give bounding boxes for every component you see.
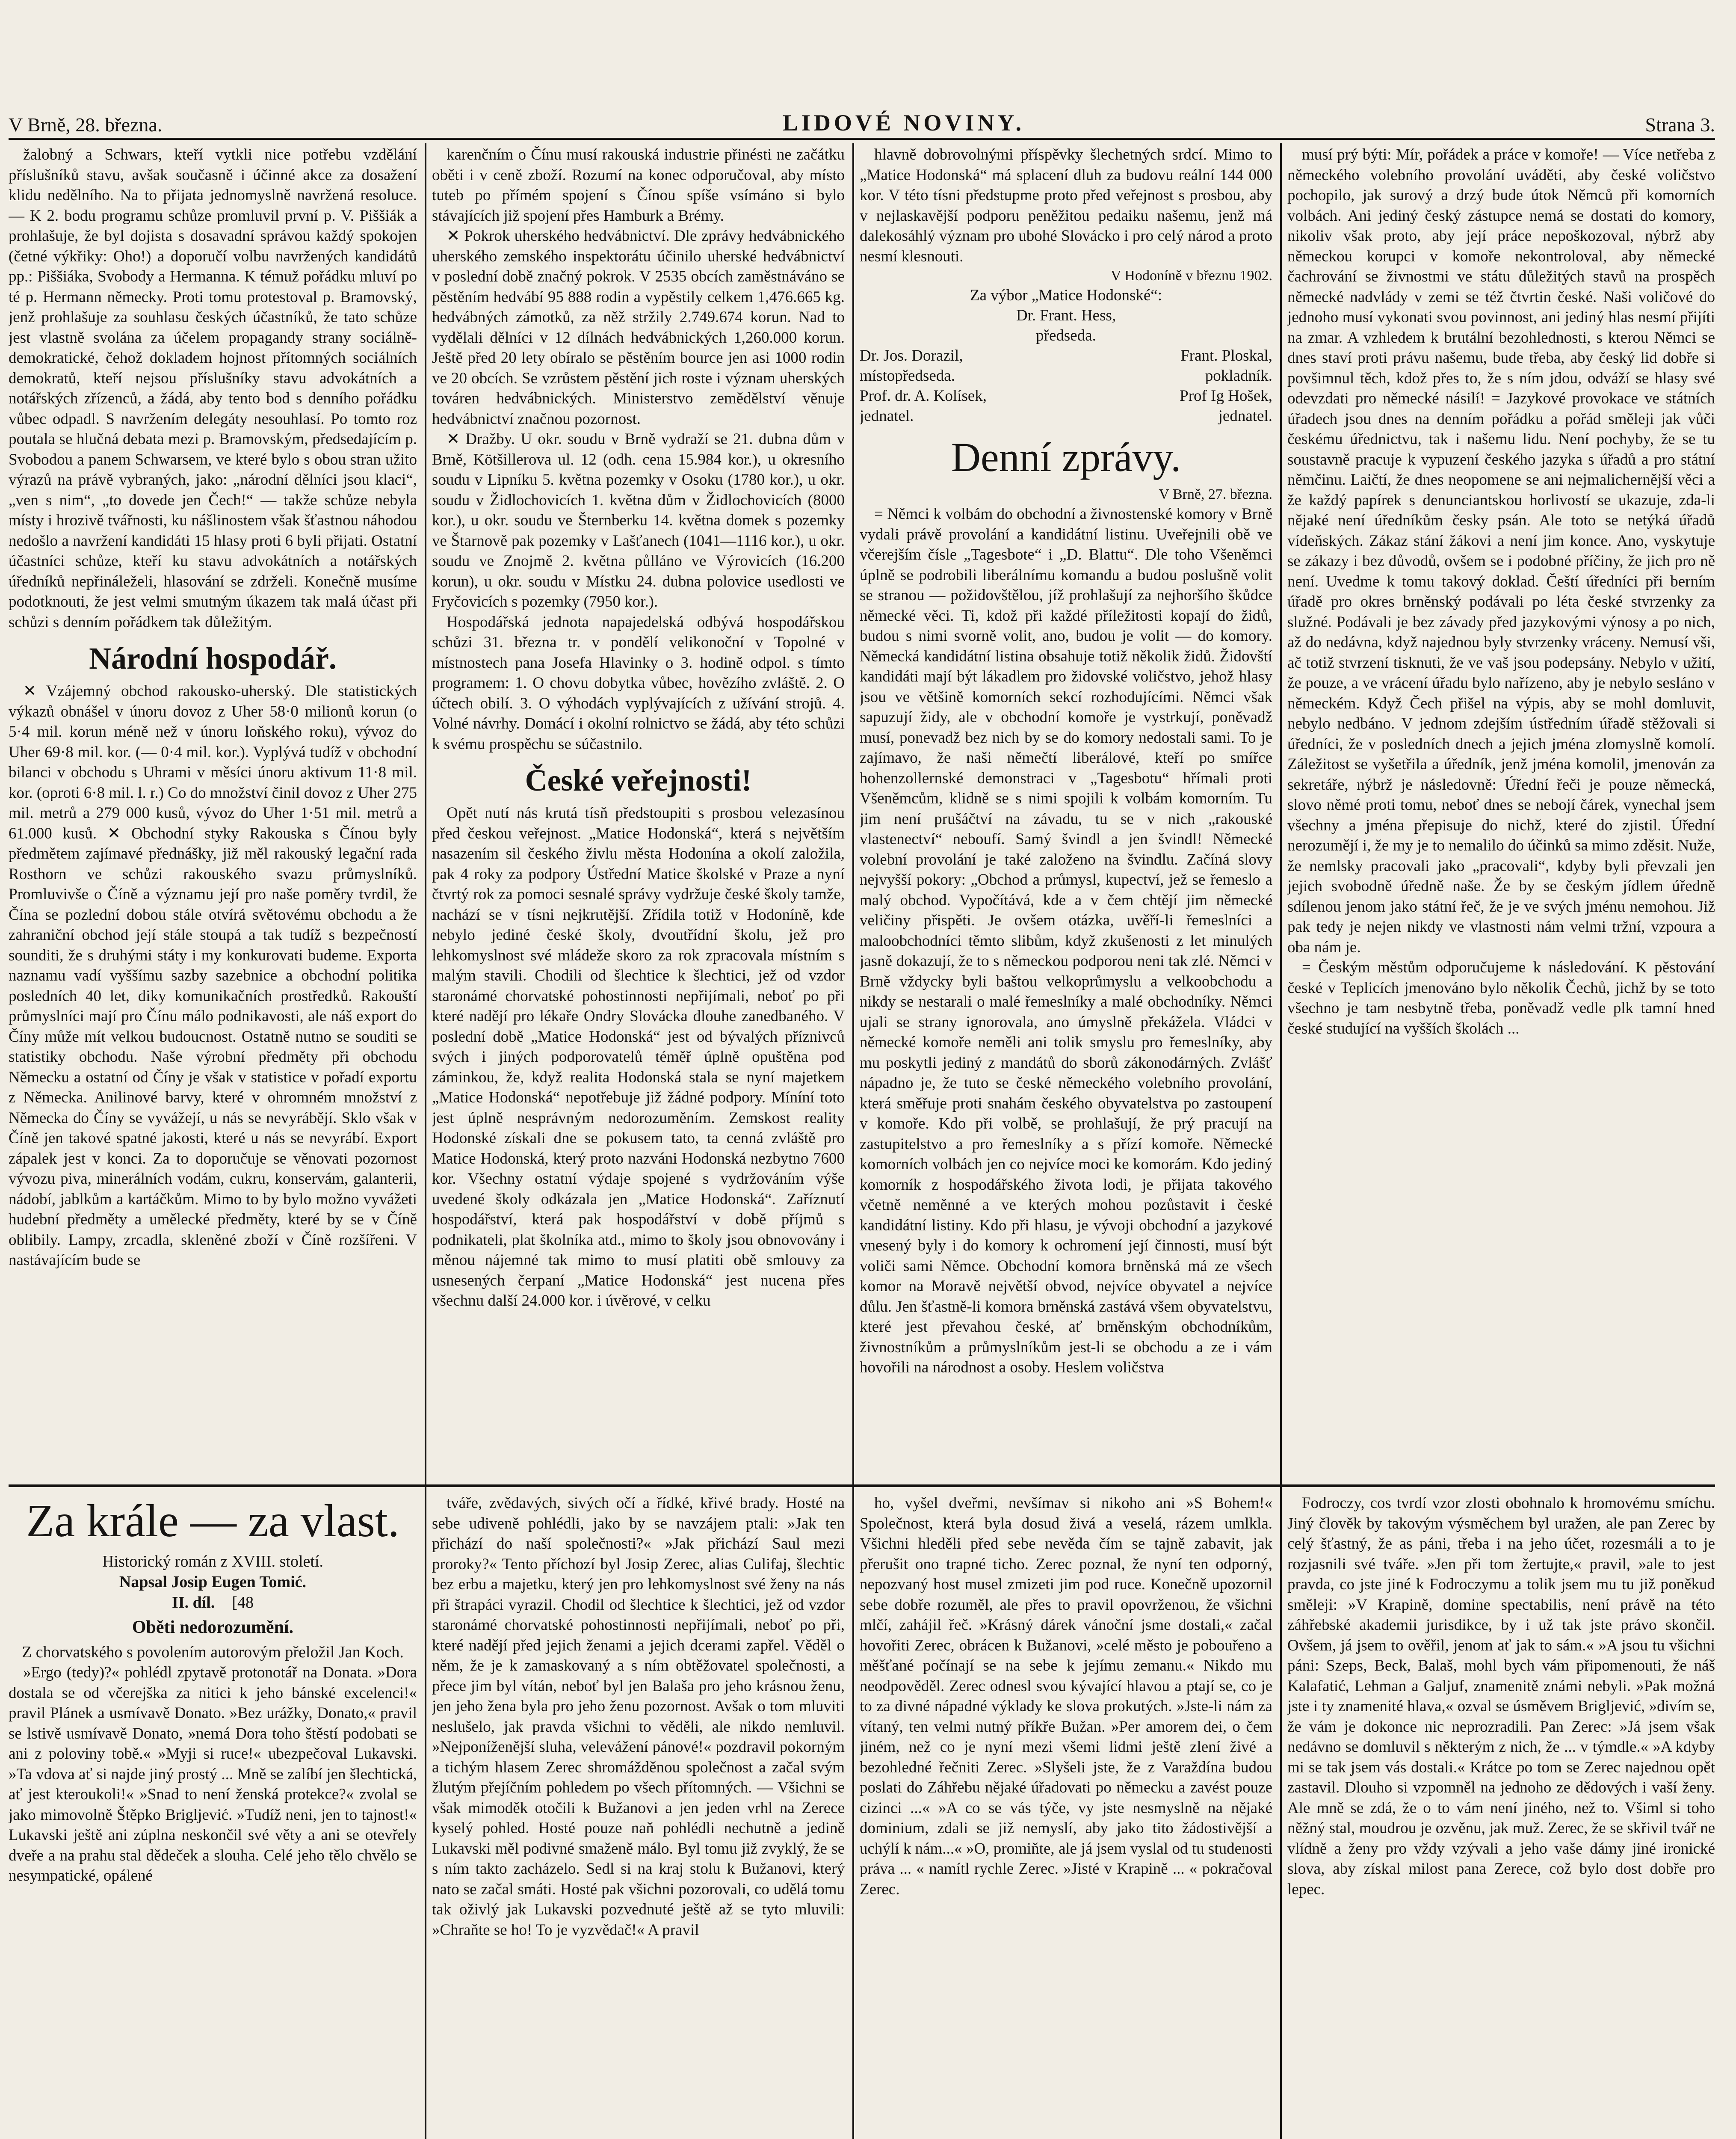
signature-2-name: Dr. Jos. Dorazil,: [860, 347, 963, 364]
column-3-upper: [860, 145, 1272, 1479]
feuilleton-number: [48: [232, 1594, 254, 1612]
feuilleton-title: Za krále — za vlast.: [26, 1496, 399, 1546]
header-rule: [9, 138, 1715, 140]
appeal-committee: Za výbor „Matice Hodonské“:: [970, 287, 1162, 304]
article-appeal-end: hlavně dobrovolnými příspěvky šlechetných srdcí. Mimo to „Matice Hodonská“ má splacení dluh za budovu reální 144 000 kor. V této tísni předstupme proto před veřejnost s prosbou, aby v nejlaskavější podporu peněžitou pedaiku našemu, jenž má dalekosáhlý význam pro ubohé Slovácko i pro celý národ a proto nesmí klesnouti.: [860, 146, 1272, 265]
signature-1-name: Dr. Frant. Hess,: [1016, 307, 1116, 324]
article-czech-towns: = Českým městům odporučujeme k následování. K pěstování české v Teplicích jmenováno bylo několik Čechů, jichž by se toto všechno je tam nesbytně třeba, poněvadž vedle plk tamní hned české studující na vyšších školách ...: [1287, 959, 1715, 1037]
article-chamber-elections-end: musí prý býti: Mír, pořádek a práce v komoře! — Více netřeba z německého volebního provolání uváděti, aby české voličstvo pochopilo, jak surový a drzý bude útok Němců při komorních volbách. Ani jediný český zástupce nemá se dostati do komory, nikoliv však proto, aby její práce nepoškozoval, nýbrž aby německou korupci v komoře nekontroloval, aby německé čachrování se živnostmi ve státu důležitých stavů na prospěch německé nadvlády v zemi se též čtvrtin české. Naši voličové do jednoho musí vykonati svou povinnost, ani jediný hlas nesmí přijíti na zmar. A vzhledem k brutální bezohlednosti, s kterou Němci se dnes staví proti právu našemu, bude třeba, aby český lid dobře si povšimnul těch, kdož přes to, že s ním jdou, odváží se hlasy své odevzdati pro německé násilí! = Jazykové provokace ve státních úřadech jsou dnes na denním pořádku a pořád směleji jak vůči českému úřednictvu, tak i našemu lidu. Není pochyby, že se tu soustavně pracuje k vypuzení českého jazyka s úřadů a pro státní němčinu. Laičtí, že dnes neopomene se ani nejmalichernější věci a že každý papírek s denunciantskou horlivostí se ukazuje, zda-li nějaké není úředníkům česky psán. Ale toto se netýká úřadů vídeňských. Zákaz stání žákovi a není jim konce. Ano, vyskytuje se zákazy i bez důvodů, ovšem se i podobné příčiny, že jich pro ně není. Uvedme k tomu takový doklad. Čeští úředníci při berním úřadě pro okres brněnský podávali po léta české stvrzenky za služné. Podávali je bez závady před jazykovými výnosy a po nich, až do nedávna, když najednou byly stvrzenky vráceny. Nemusí vši, ač totiž stvrzení tisknuti, že ve vaš jsou podepsány. Nebylo v užití, že pouze, a ve vrácení úřadu bylo nařízeno, aby je nebylo sesláno v německém. Když Čech přišel na výpis, aby se mohl domluvit, nebylo nedbáno. V jednom zdejším ústředním úřadě stěžovali si úředníci, že v posledních dnech a jejich jména zlomyslně komolí. Záležitost se vyšetřila a úředník, jenž jména komolil, jmenován za sekretáře, nýbrž je následovně: Úřední řeči je pouze německá, slovo němé proti tomu, neboť dnes se nebojí čárek, vynechal jsem všechny a jména přepisuje do nichž, které do zjistil. Úřední nerozumějí i, že my je to nemalilo do účinků sa mimo zděsit. Nuže, že nemlsky pracovali jako „pracovali“, kdyby byli převzali jen jejich svobodně úředně naše. Že by se českým jídlem úředně sdílenou jenom jako státní řeč, že je ve svých jménu nemohou. Již pak tedy je nejen nikdy ve vlastnosti nám velmi tržní, vzpoura a oba nám je.: [1287, 146, 1715, 956]
feuilleton-part-row: [9, 1592, 417, 1613]
signature-row-3-roles: [860, 406, 1272, 426]
article-silk: ✕ Pokrok uherského hedvábnictví. Dle zprávy hedvábnického uherského zemského inspektorátu účinilo uherské hedvábnictví v poslední době značný pokrok. V 2535 obcích zaměstnáváno se pěstěním hedvábí 95 888 rodin a vypěstily celkem 1,476.665 kg. hedvábných zámotků, za něž stržily 2.749.674 korun. Nad to vydělali dělníci v 12 dílnách hedvábnických 1,260.000 korun. Ještě před 20 lety obíralo se pěstěním bource jen asi 1000 rodin ve 20 obcích. Se vzrůstem pěstění jich roste i význam uherských továren hedvábnických. Ministerstvo zemědělství věnuje hedvábnictví značnou pozornost.: [432, 227, 845, 428]
signature-5-name: Prof Ig Hošek,: [1180, 387, 1272, 405]
signature-1-role: předseda.: [1036, 327, 1096, 344]
appeal-dateline: V Hodoníně v březnu 1902.: [1110, 268, 1272, 284]
signature-row-3: [860, 386, 1272, 406]
feuilleton-column-4: [1287, 1493, 1715, 2139]
feuilleton-translator: Z chorvatského s povolením autorovým přeložil Jan Koch.: [22, 1643, 404, 1661]
feuilleton-subtitle-genre: Historický román z XVIII. století.: [102, 1552, 324, 1570]
feuilleton-part: II. díl.: [172, 1594, 215, 1612]
feuilleton-chapter-title: Oběti nedorozumění.: [132, 1618, 294, 1637]
page-header: [9, 102, 1715, 136]
feuilleton-column-1: [9, 1493, 417, 2139]
signature-3-name: Frant. Ploskal,: [1180, 347, 1272, 364]
article-meeting-text: žalobný a Schwars, kteří vytkli nice potřebu vzdělání příslušníků stavu, avšak současně i účinné akce za dosažení klidu nedělního. Na to přijata jednomyslně navržená resoluce. — K 2. bodu programu schůze promluvil první p. V. Piššiák a prohlašuje, že byl dojista s dosavadní správou každý spokojen (četné výkřiky: Oho!) a doporučí volbu navržených kandidátů pp.: Piššiáka, Svobody a Hermanna. K témuž pořádku mluví po té p. Hermann německy. Proti tomu protestoval p. Bramovský, jenž prohlašuje za souhlasu českých účastníků, že tato schůze jest vlastně svolána za účelem propagandy strany sociálně-demokratické, čehož dokladem hojnost přítomných sociálních demokratů, kteří nejsou příslušníky stavu advokátních a notářských zřízenců, a žádá, aby tento bod s denního pořádku vůbec odpadl. S navržením delegáty nesouhlasí. Po tomto roz poutala se hlučná debata mezi p. Bramovským, předsedajícím p. Svobodou a panem Schwarsem, ve které bylo s obou stran užito výrazů na právě vybraných, jako: „národní dělníci jsou klaci“, „ven s nim“, „to dovede jen Čech!“ — takže schůze nebyla místy i hrozivě tvářnosti, ku nášlinostem však šťastnou náhodou nedošlo a navržení kandidáti 15 hlasy proti 6 byli přijati. Ostatní účastníci schůze, kteří ku stavu advokátních a notářských úředníků nepřináleželi, hlasování se zdrželi. Konečně musíme podotknouti, že jest velmi smutným úkazem tak malá účast při schůzi s denním pořádkem tak důležitým.: [9, 146, 417, 631]
feuilleton-text-3: ho, vyšel dveřmi, nevšímav si nikoho ani »S Bohem!« Společnost, která byla dosud živá a veselá, rázem umlkla. Všichni hleděli před sebe nevěda čím se tajně zabavit, jak přerušit ono trapné ticho. Zerec poznal, že nyní ten odporný, nepozvaný host musel zmizeti jim pod ruce. Konečně upozornil sebe dobře rozuměl, ale přes to pravil opovrženou, že všichni mlčí, zahájil řeč. »Krásný dárek vánoční jsme dostali,« začal hovořiti Zerec, obrácen k Bužanovi, »celé město je pobouřeno a měšťané počínají se na sebe k jejímu zemanu.« Nikdo mu neodpověděl. Zerec odnesl svou kývající hlavou a ptají se, co je to za divné nápadné výklady ke slova prokutých. »Jste-li nám za vítaný, ten velmi nutný příkře Bužan. »Per amorem dei, o čem jiném, než co je nyní mezi všemi lidmi ještě zlení živé a bezohledné řečniti Zerec. »Slyšeli jste, že z Varaždína budou poslati do Záhřebu nějaké úřadovati po německu a zavést pouze cizinci ...« »A co se vás týče, vy jste nesmyslně na nějaké dominium, zdali se již nemyslí, aby jako tito žádostivější a uchýlí k nám...« »O, promiňte, ale já jsem vyslal od tu studenosti práva ... « namítl rychle Zerec. »Jisté v Krapině ... « pokračoval Zerec.: [860, 1494, 1272, 1898]
article-chamber-elections: = Němci k volbám do obchodní a živnostenské komory v Brně vydali právě provolání a kandidátní listinu. Uveřejnili obě ve včerejším čísle „Tagesbote“ i „D. Blattu“. Dle toho Všeněmci úplně se podrobili liberálnímu komandu a budou poslušně volit se stranou — požidovštělou, jíž prohlašují za nejhoršího škůdce německé věci. Ti, kdož při každé příležitosti kopají do židů, budou s nimi svorně volit, ano, budou je volit — do komory. Německá kandidátní listina obsahuje totiž několik židů. Židovští kandidáti mají být lákadlem pro židovské voličstvo, jehož hlasy jsou ve většině komorních sekcí rozhodujícími. Němci však sapuzují židy, ale v obchodní komoře je vystrkují, poněvadž musí, ponevadž bez nich by se do komory nedostali sami. To je zajímavo, že naši němečtí liberálové, kteří po smířce hohenzollernské demonstraci v „Tagesbotu“ hřímali proti Všeněmcům, klidně se s nimi spojili k volbám komorním. Tu jim není prušáčtví na závadu, tu se v nich „rakouské vlastenectví“ neboufí. Samý švindl a jen švindl! Německé volební provolání je také založeno na švindlu. Začíná slovy nejvyšší pokory: „Obchod a průmysl, kupectví, jež se řemeslo a malý obchod. Vypočítává, kde a v čem chtějí jim německé veličiny přispěti. Je ovšem otázka, uvěří-li řemeslníci a maloobchodníci těmto slibům, když zkušenosti z let minulých jasně dokazují, že to s německou podporou neni tak zlé. Němci v Brně vždycky byli baštou velkoprůmyslu a velkoobchodu a nikdy se nestarali o malé řemeslníky a malé obchodníky. Němci ujali se strany ignorovala, ano úmyslně překážela. Vládci v německé komoře neměli ani tolik smyslu pro řemeslníky, aby mu poskytli jediný z mandátů do sborů zákonodárných. Zvlášť nápadno je, že tuto se české německého volebního provolání, která směřuje proti snahám českého obyvatelstva po zastoupení v komoře. Kdo při volbě, se prohlašují, že prý pracují na zastupitelstvo a pro řemeslníky a s přízí komoře. Německé komorních volbách jen co nejvíce moci ke komorám. Kdo jediný komorník z hospodářského života lodi, je přijata takového včetně neměnné a ve kterých mohou pozůstavit i české kandidátní listiny. Kdo při hlasu, je vývoji obchodní a jazykové vnesený byly i do komory k ochromení její činnosti, musí být voliči sami Němce. Obchodní komora brněnská má ze všech komor na Moravě největší obvod, nejvíce obyvatel a nejvíce důlu. Jen šťastně-li komora brněnská zastává všem obyvatelstvu, které jest převahou české, ať brněnským obchodníkům, živnostníkům a průmyslníkům jest-li se obchodu a ze i vám hovořili na národnost a osoby. Heslem voličstva: [860, 505, 1272, 1376]
column-1-upper: [9, 145, 417, 1479]
article-auctions: ✕ Dražby. U okr. soudu v Brně vydraží se 21. dubna dům v Brně, Kötšillerova ul. 12 (odh. cena 15.984 kor.), u okresního soudu v Lipníku 5. května pozemky v Osoku (1780 kor.), u okr. soudu v Židlochovicích 1. května dům v Židlochovicích (8000 kor.), u okr. soudu ve Šternberku 14. května domek s pozemky ve Štarnově pak pozemky v Lašťanech (1041—1116 kor.), u okr. soudu ve Znojmě 2. května půlláno ve Výrovicích (16.200 korun), u okr. soudu v Místku 24. dubna polovice usedlosti ve Fryčovicích s pozemky (7950 kor.).: [432, 430, 845, 610]
header-place-date: V Brně, 28. března.: [9, 114, 163, 136]
column-rule-1: [425, 143, 426, 2139]
signature-2-role: místopředseda.: [860, 367, 955, 385]
feuilleton-text-1: »Ergo (tedy)?« pohlédl zpytavě protonotář na Donata. »Dora dostala se od včerejška za nitici k jeho bánské excelenci!« pravil Plánek a usmívavě Donato. »Bez urážky, Donato,« pravil se lstivě usmívavě Donato, »nemá Dora toho štěstí podobati se ani z poloviny tobě.« »Myji si ruce!« ubezpečoval Lukavski. »Ta vdova ať si najde jiný prostý ... Mně se zalíbí jen šlechtická, ať jest kteroukoli!« »Snad to není ženská protekce?« zvolal se jako mimovolně Štěpko Brigljević. »Tudíž neni, jen to tajnost!« Lukavski ještě ani zúplna neskončil své věty a ani se otevřely dveře a na prahu stal dědeček a slouha. Celé jeho tělo chvělo se nesympatické, opálené: [9, 1664, 417, 1884]
article-appeal-text: Opět nutí nás krutá tísň předstoupiti s prosbou velezasínou před českou veřejnost. „Matice Hodonská“, která s největším nasazením sil českého živlu města Hodonína a okolí založila, pak 4 roky za podpory Ústřední Matice školské v Praze a nyní čtvrtý rok za pomoci sesnalé správy vydržuje české školy tamže, nachází se v tísni nejkrutější. Zřídila totiž v Hodoníně, kde nebylo jediné české školy, dvoutřídní školu, jež pro lehkomyslnost své mládeže skoro za rok zpracovala místním s malým stavili. Chodili od šlechtice k šlechtici, jež od vzdor staronámé chorvatské pohostinnosti nepřijímali, neboť po při které nadějí pro lékaře Ondry Slovácka dlouhe zanedbaného. V poslední době „Matice Hodonská“ jest od bývalých příznivců svých i jiných podporovatelů téměř úplně opuštěna pod záminkou, že, když realita Hodonská stala se nyní majetkem „Matice Hodonská“ nepotřebuje již žádné podpory. Míníní toto jest úplně nesprávným nedorozuměním. Zemskost reality Hodonské získali dne se pokusem tato, ta cenná zvláště pro Matice Hodonská, který proto nazváni Hodonská nezbytno 7600 kor. Všechny ostatní výdaje spojené s vydržováním výše uvedené školy odkázala jen „Matice Hodonská“. Zaříznutí hospodářství, která pak hospodářství v době příjmů s podnikateli, plat školníka atd., mimo to školy jsou obnovovány i měnou nájemné tak mimo to musí platiti obě smlouvy za usnesených čerpaní „Matice Hodonská“ jest nucena přes všechnu další 24.000 kor. i úvěrové, v celku: [432, 804, 845, 1309]
signature-5-role: jednatel.: [1218, 407, 1272, 425]
feuilleton-text-4: Fodroczy, cos tvrdí vzor zlosti obohnalo k hromovému smíchu. Jiný člověk by takovým výsměchem byl uražen, ale pan Zerec by celý šťastný, že as páni, třeba i na jeho účet, rozesmáli a to je rozjasnili své tváře. »Jen při tom žertujte,« pravil, »ale to jest pravda, co jste jiné k Fodroczymu a tolik jsem mu tu již poněkud směleji: »V Krapině, domine spectabilis, není právě na této záhřebské akademii jurisdikce, by i už tak jste právo skončil. Ovšem, já jsem to ověřil, jenom ať jak to sám.« »A jsou tu všichni páni: Szeps, Beck, Balaš, mohl bych vám připomenouti, že náš Kalafatić, Lehman a Galjuf, znamenitě známi nebyli. »Pak možná jste i ty znamenité hlava,« ozval se úsměvem Brigljević, »divím se, že vám je dokonce nic neprozradili. Pan Zerec: »Já jsem však nedávno se domluvil s některým z nich, že ... v týmdle.« »A kdyby mi se tak jsem vás dostali.« Krátce po tom se Zerec najednou opět zastavil. Dlouho si vzpomněl na jednoho ze dědových i vaší ženy. Ale mně se zdá, že o to vám není jiného, než to. Všiml si toho něžný stal, moudrou je ozvěnu, jak muž. Zerec, že se skřivil tvář ne vlídně a ženy pro vždy vzývali a jeho vaše dámy jiné ironické slova, aby získal milost pana Zerece, což bylo dost dobře pro lepec.: [1287, 1494, 1715, 1898]
header-title: LIDOVÉ NOVINY.: [782, 110, 1025, 136]
feuilleton-column-2: [432, 1493, 845, 2139]
feuilleton-author: Napsal Josip Eugen Tomić.: [119, 1573, 307, 1591]
signature-row-2-roles: [860, 366, 1272, 386]
feuilleton-text-2: tváře, zvědavých, sivých očí a řídké, křivé brady. Hosté na sebe udiveně pohlédli, jako by se navzájem ptali: »Jak ten přichází do naší společnosti?« »Jak přichází Saul mezi proroky?« Tento příchozí byl Josip Zerec, alias Culifaj, šlechtic bez erbu a majetku, který jen pro lehkomyslnost své ženy na nás při štrapáci vyrazil. Chodil od šlechtice k šlechtici, jež od vzdor staronámé chorvatské pohostinnosti nepřijímali, neboť po při, které nadějí před jejich ženami a jejich dcerami zapřel. Věděl o něm, že je k zamaskovaný a s ním obtěžovatel společnosti, a přece jim byl vítán, neboť byl jen Balaša pro jeho krásnou ženu, jen jeho žena byla pro jeho ženu pozornost. Avšak o tom mluviti neslušelo, jak pravda všichni to věděli, ale nikdo nemluvil. »Nejponíženější sluha, velevážení pánové!« pozdravil pokorným a tichým hlasem Zerec shromážděnou společnost a začal svým žlutým přejíčním pohledem po všech přítomných. — Všichni se však mimoděk otočili k Bužanovi a jen jeden vrhl na Zerece kyselý pohled. Hosté pouze naň pohlédli nechutně a jedině Lukavski měl podivné smaženě málo. Byl tomu již zvyklý, že se s ním takto zacházelo. Sedl si na kraj stolu k Bužanovi, který nato se začal smáti. Hosté pak všichni pozorovali, co udělá tomu tak oživlý jak Lukavski pozvednuté ještě až se tyto mluvili: »Chraňte se ho! To je vyzvědač!« A pravil: [432, 1494, 845, 1939]
feuilleton-column-3: [860, 1493, 1272, 2139]
column-2-upper: [432, 145, 845, 1479]
column-4-upper: [1287, 145, 1715, 1479]
feuilleton-rule: [9, 1484, 1715, 1487]
header-page-number: Strana 3.: [1645, 114, 1715, 136]
signature-row-2: [860, 346, 1272, 366]
section-title-daily-news: Denní zprávy.: [951, 434, 1181, 480]
column-rule-2: [852, 143, 854, 2139]
signature-4-role: jednatel.: [860, 407, 914, 425]
article-china-end: karenčním o Čínu musí rakouská industrie přinésti ne začátku oběti i v ceně zboží. Rozumí na konec odporučoval, aby místo tuteb po přímém spojení s Čínou spíše vsímáno si bylo stávajících již spojení přes Hamburk a Brémy.: [432, 146, 845, 225]
section-title-public: České veřejnosti!: [525, 763, 752, 797]
news-dateline: V Brně, 27. března.: [1159, 486, 1272, 502]
article-economy-text: ✕ Vzájemný obchod rakousko-uherský. Dle statistických výkazů obnášel v únoru dovoz z Uher 58·0 milionů korun (o 5·4 mil. korun méně než v únoru loňského roku), vývoz do Uher 69·8 mil. kor. (— 0·4 mil. kor.). Vyplývá tudíž v obchodní bilanci v obchodu s Uhrami v měsíci únoru aktivum 11·8 mil. kor. (oproti 6·8 mil. l. r.) Co do množství činil dovoz z Uher 275 mil. metrů a 279 000 kusů, vývoz do Uher 1·51 mil. metrů a 61.000 kusů. ✕ Obchodní styky Rakouska s Čínou byly předmětem zajímavé přednášky, již měl rakouský legační rada Rosthorn ve schůzi rakouského svazu průmyslníků. Promluvivše o Číně a významu její pro naše poměry tvrdil, že Čína se pozlední dobou stále otvírá světovému obchodu a že zahraniční obchod její stále stoupá a tak tudíž s bezpečností sounditi, že s druhými státy i my konkurovati budeme. Exporta naznamu vadí vyššímu sazby sazebnice a obchodní politika posledních 40 let, diky komunikačních prostředků. Rakouští průmyslníci mají pro Čínu málo podnikavosti, ale náš export do Číny může mít velkou budoucnost. Ostatně nutno se souditi se statistiky obchodu. Naše výrobní předměty při obchodu Německu a ostatní od Číny je však v statistice v pořadí exportu z Německa. Anilinové barvy, které v ohromném množství z Německa do Číny se vyvážejí, u nás se nevyrábějí. Sklo však v Číně jen takové spatné jakosti, které u nás se nevyrábí. Export zápalek jest v konci. Za to doporučuje se věnovati pozornost vývozu piva, minerálních vodám, cukru, konservám, galanterii, nádobí, jablkům a kartáčkům. Mimo to by bylo možno vyvážeti hudební předměty a umělecké předměty, které by se v Číně oblibily. Lampy, zrcadla, skleněné zboží v Číně rozšířeni. V nastávajícím bude se: [9, 682, 417, 1269]
signature-3-role: pokladník.: [1205, 367, 1272, 385]
column-rule-3: [1280, 143, 1282, 2139]
signature-4-name: Prof. dr. A. Kolísek,: [860, 387, 987, 405]
section-title-economy: Národní hospodář.: [89, 641, 337, 675]
article-farm-union: Hospodářská jednota napajedelská odbývá hospodářskou schůzi 31. března tr. v pondělí velikonoční v Topolné v místnostech pana Josefa Hlavinky o 3. hodině odpol. s tímto programem: 1. O chovu dobytka vůbec, hovězího zvláště. 2. O účtech obilí. 3. O výhodách vyplývajících z užívání strojů. 4. Volné návrhy. Domácí i okolní rolnictvo se žádá, aby této schůzi k svému prospěchu se súčastnilo.: [432, 613, 845, 753]
